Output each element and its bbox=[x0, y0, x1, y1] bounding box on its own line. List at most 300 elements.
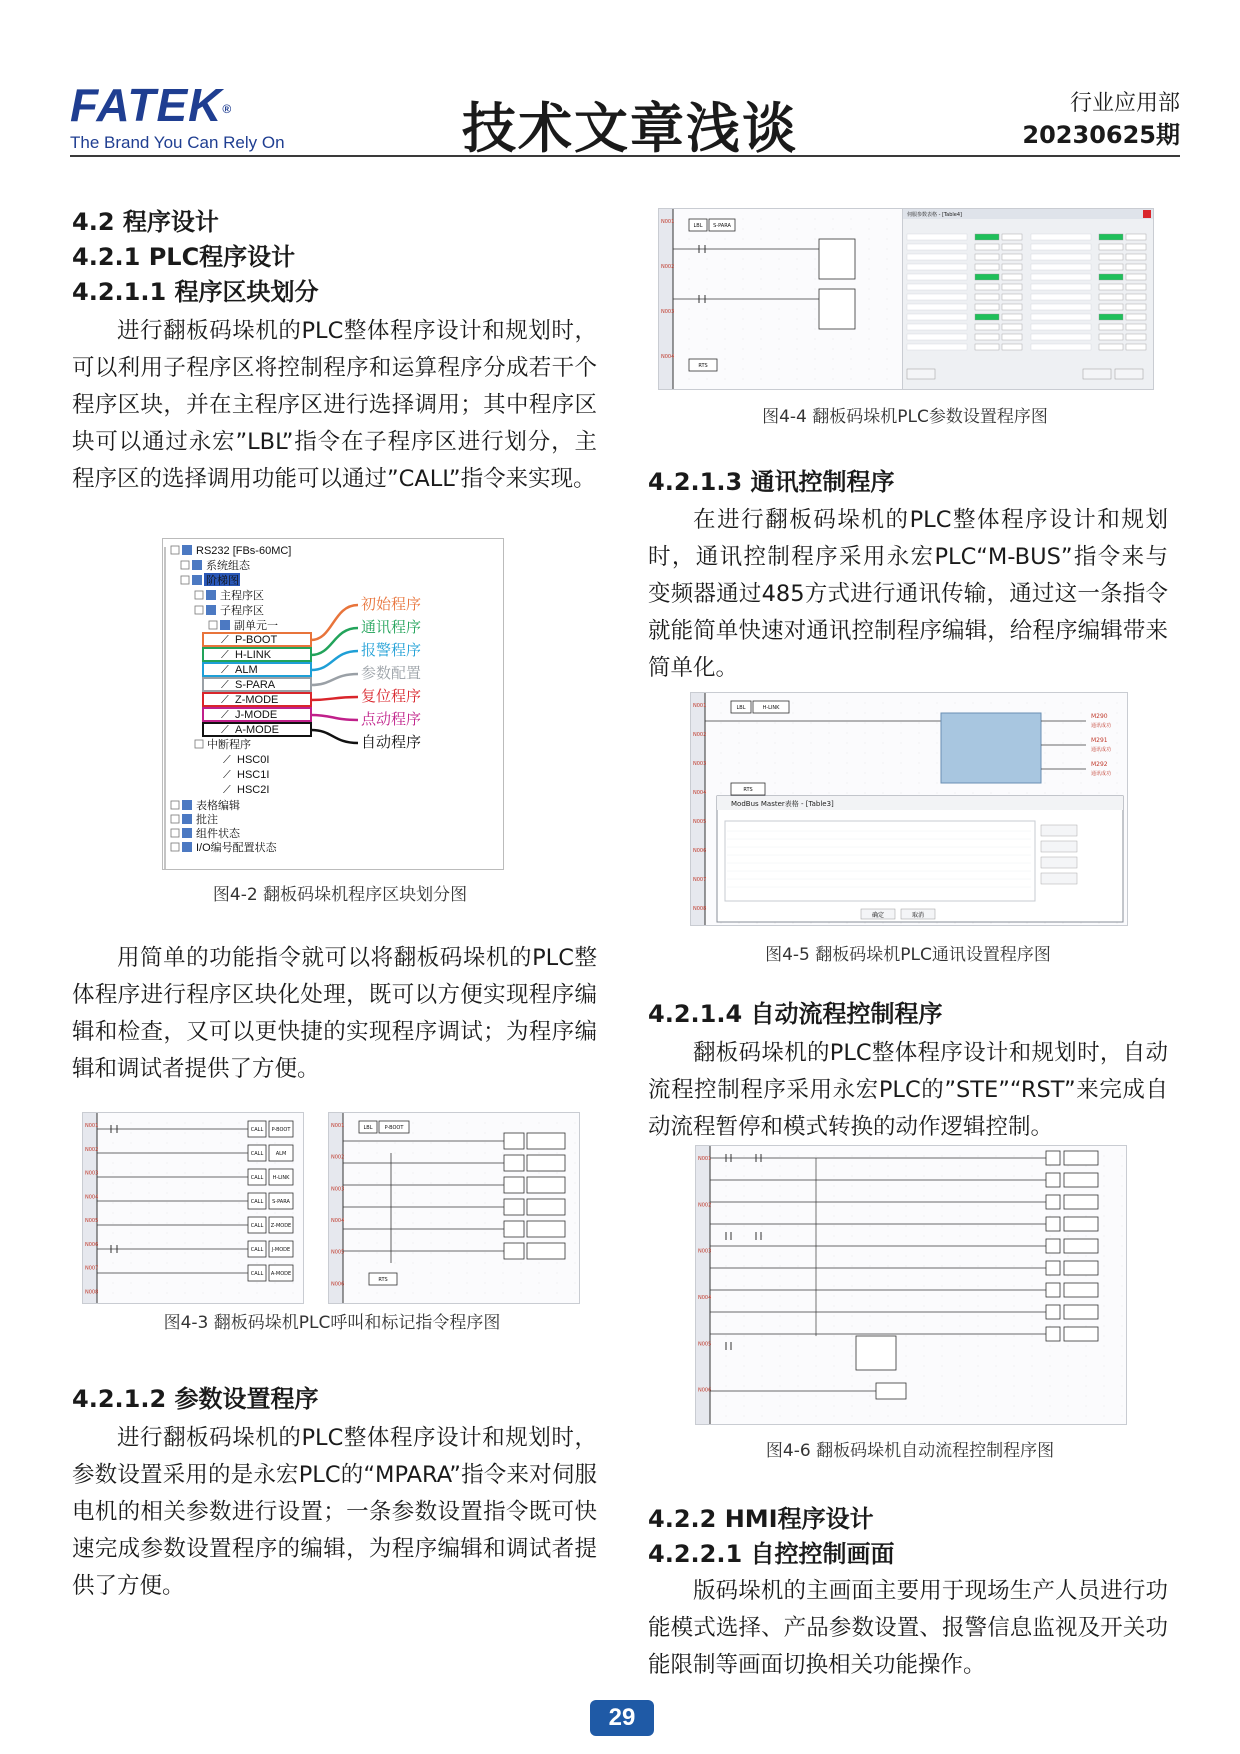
function-block-label: RTS bbox=[698, 363, 708, 369]
ladder-grid-dot bbox=[869, 269, 870, 270]
ladder-grid-dot bbox=[449, 1253, 450, 1254]
figure-4-4-param-dialog bbox=[902, 208, 1154, 390]
ladder-grid-dot bbox=[775, 763, 776, 764]
ladder-grid-dot bbox=[293, 1143, 294, 1144]
ladder-grid-dot bbox=[942, 1376, 943, 1377]
ladder-grid-dot bbox=[726, 1196, 727, 1197]
modbus-side-button bbox=[1041, 873, 1077, 884]
ladder-grid-dot bbox=[467, 1253, 468, 1254]
tree-folder-icon bbox=[192, 575, 202, 585]
ladder-grid-dot bbox=[131, 1173, 132, 1174]
ladder-grid-dot bbox=[924, 1226, 925, 1227]
ladder-grid-dot bbox=[1063, 723, 1064, 724]
ladder-grid-dot bbox=[113, 1293, 114, 1294]
ladder-grid-dot bbox=[1014, 1336, 1015, 1337]
ladder-grid-dot bbox=[960, 1306, 961, 1307]
ladder-grid-dot bbox=[1063, 743, 1064, 744]
param-unit bbox=[1126, 304, 1146, 310]
ladder-grid-dot bbox=[485, 1273, 486, 1274]
ladder-grid-dot bbox=[203, 1193, 204, 1194]
ladder-grid-dot bbox=[725, 359, 726, 360]
ladder-grid-dot bbox=[467, 1203, 468, 1204]
ladder-grid-dot bbox=[1104, 1376, 1105, 1377]
ladder-grid-dot bbox=[761, 219, 762, 220]
ladder-grid-dot bbox=[780, 1366, 781, 1367]
ladder-grid-dot bbox=[707, 349, 708, 350]
ladder-grid-dot bbox=[1104, 1246, 1105, 1247]
ladder-grid-dot bbox=[852, 1226, 853, 1227]
ladder-grid-dot bbox=[887, 259, 888, 260]
param-unit bbox=[1126, 334, 1146, 340]
ladder-grid-dot bbox=[834, 1166, 835, 1167]
param-unit bbox=[1126, 244, 1146, 250]
ladder-grid-dot bbox=[834, 1356, 835, 1357]
ladder-grid-dot bbox=[413, 1153, 414, 1154]
ladder-grid-dot bbox=[1081, 753, 1082, 754]
ladder-grid-dot bbox=[1081, 703, 1082, 704]
ladder-grid-dot bbox=[1027, 703, 1028, 704]
ladder-grid-dot bbox=[539, 1263, 540, 1264]
ladder-grid-dot bbox=[431, 1223, 432, 1224]
ladder-grid-dot bbox=[221, 1163, 222, 1164]
ladder-grid-dot bbox=[757, 763, 758, 764]
heading-4-2: 4.2 程序设计 bbox=[72, 208, 219, 236]
ladder-grid-dot bbox=[1014, 1366, 1015, 1367]
ladder-grid-dot bbox=[131, 1263, 132, 1264]
ladder-grid-dot bbox=[113, 1253, 114, 1254]
ladder-grid-dot bbox=[870, 1416, 871, 1417]
ladder-grid-dot bbox=[743, 219, 744, 220]
ladder-grid-dot bbox=[539, 1153, 540, 1154]
ladder-grid-dot bbox=[744, 1256, 745, 1257]
ladder-grid-dot bbox=[239, 1123, 240, 1124]
ladder-grid-dot bbox=[901, 753, 902, 754]
ladder-grid-dot bbox=[775, 743, 776, 744]
ladder-grid-dot bbox=[575, 1123, 576, 1124]
param-row bbox=[907, 284, 967, 290]
ladder-grid-dot bbox=[1122, 1386, 1123, 1387]
heading-4-2-2-1: 4.2.2.1 自控控制画面 bbox=[648, 1540, 895, 1568]
ladder-grid-dot bbox=[239, 1253, 240, 1254]
ladder-grid-dot bbox=[798, 1226, 799, 1227]
ladder-grid-dot bbox=[721, 733, 722, 734]
ladder-grid-dot bbox=[721, 763, 722, 764]
ladder-grid-dot bbox=[960, 1356, 961, 1357]
tree-annotation: 点动程序 bbox=[361, 710, 422, 728]
tree-label: 主程序区 bbox=[220, 590, 264, 602]
ladder-grid-dot bbox=[1104, 1176, 1105, 1177]
tree-folder-icon bbox=[182, 800, 192, 810]
ladder-grid-dot bbox=[906, 1186, 907, 1187]
param-unit bbox=[1002, 304, 1022, 310]
ladder-grid-dot bbox=[847, 753, 848, 754]
ladder-grid-dot bbox=[1050, 1346, 1051, 1347]
ladder-grid-dot bbox=[1032, 1316, 1033, 1317]
ladder-grid-dot bbox=[978, 1346, 979, 1347]
ladder-grid-dot bbox=[726, 1266, 727, 1267]
mov-operand bbox=[527, 1155, 565, 1171]
ladder-grid-dot bbox=[689, 329, 690, 330]
ladder-grid-dot bbox=[1027, 923, 1028, 924]
ladder-grid-dot bbox=[901, 923, 902, 924]
ladder-grid-dot bbox=[852, 1206, 853, 1207]
ladder-grid-dot bbox=[978, 1386, 979, 1387]
ladder-grid-dot bbox=[1122, 1196, 1123, 1197]
ladder-grid-dot bbox=[887, 279, 888, 280]
ladder-grid-dot bbox=[834, 1276, 835, 1277]
ladder-grid-dot bbox=[275, 1163, 276, 1164]
param-value bbox=[975, 304, 999, 310]
ladder-grid-dot bbox=[960, 1256, 961, 1257]
ladder-grid-dot bbox=[221, 1243, 222, 1244]
tree-label: 表格编辑 bbox=[196, 800, 240, 812]
param-value bbox=[975, 274, 999, 280]
tree-label: 组件状态 bbox=[196, 828, 240, 840]
ladder-grid-dot bbox=[1068, 1276, 1069, 1277]
tree-item-s-para: S-PARA bbox=[235, 679, 276, 691]
ladder-grid-dot bbox=[467, 1263, 468, 1264]
ladder-grid-dot bbox=[779, 379, 780, 380]
ladder-grid-dot bbox=[113, 1213, 114, 1214]
ladder-grid-dot bbox=[834, 1396, 835, 1397]
ladder-grid-dot bbox=[1068, 1256, 1069, 1257]
mov-block bbox=[504, 1177, 524, 1193]
function-block-label: RTS bbox=[378, 1277, 388, 1283]
ladder-grid-dot bbox=[377, 1203, 378, 1204]
ladder-grid-dot bbox=[239, 1293, 240, 1294]
ladder-grid-dot bbox=[906, 1376, 907, 1377]
ladder-grid-dot bbox=[762, 1256, 763, 1257]
ladder-grid-dot bbox=[1032, 1236, 1033, 1237]
ladder-grid-dot bbox=[1122, 1206, 1123, 1207]
ladder-grid-dot bbox=[865, 753, 866, 754]
ladder-grid-dot bbox=[869, 219, 870, 220]
ladder-grid-dot bbox=[1032, 1216, 1033, 1217]
ladder-grid-dot bbox=[744, 1396, 745, 1397]
ladder-grid-dot bbox=[883, 723, 884, 724]
ladder-grid-dot bbox=[829, 783, 830, 784]
ladder-grid-dot bbox=[870, 1206, 871, 1207]
ladder-grid-dot bbox=[744, 1346, 745, 1347]
ladder-grid-dot bbox=[431, 1123, 432, 1124]
ladder-grid-dot bbox=[467, 1293, 468, 1294]
ladder-grid-dot bbox=[870, 1266, 871, 1267]
ladder-grid-dot bbox=[834, 1236, 835, 1237]
ladder-grid-dot bbox=[1104, 1216, 1105, 1217]
param-value bbox=[1099, 234, 1123, 240]
ladder-grid-dot bbox=[870, 1186, 871, 1187]
ladder-grid-dot bbox=[815, 229, 816, 230]
ladder-grid-dot bbox=[203, 1173, 204, 1174]
ladder-grid-dot bbox=[779, 329, 780, 330]
ladder-grid-dot bbox=[851, 359, 852, 360]
ladder-grid-dot bbox=[919, 713, 920, 714]
ladder-grid-dot bbox=[707, 239, 708, 240]
ladder-grid-dot bbox=[833, 379, 834, 380]
ladder-grid-dot bbox=[960, 1336, 961, 1337]
paragraph-hmi-main: 版码垛机的主画面主要用于现场生产人员进行功能模式选择、产品参数设置、报警信息监视及开关功能限制等画面切换相关功能操作。 bbox=[648, 1578, 1168, 1678]
ladder-grid-dot bbox=[779, 359, 780, 360]
tree-item-icon: ⟋ bbox=[221, 679, 229, 691]
ladder-grid-dot bbox=[744, 1356, 745, 1357]
ladder-grid-dot bbox=[816, 1396, 817, 1397]
ladder-grid-dot bbox=[833, 359, 834, 360]
ladder-grid-dot bbox=[221, 1183, 222, 1184]
tree-item-icon: ⟋ bbox=[221, 724, 229, 736]
ladder-grid-dot bbox=[1032, 1326, 1033, 1327]
ladder-grid-dot bbox=[780, 1276, 781, 1277]
ladder-grid-dot bbox=[744, 1416, 745, 1417]
ladder-grid-dot bbox=[239, 1173, 240, 1174]
ladder-grid-dot bbox=[996, 1326, 997, 1327]
ladder-grid-dot bbox=[113, 1133, 114, 1134]
ladder-grid-dot bbox=[834, 1196, 835, 1197]
ladder-grid-dot bbox=[1122, 1226, 1123, 1227]
param-unit bbox=[1002, 244, 1022, 250]
ladder-grid-dot bbox=[707, 269, 708, 270]
ladder-grid-dot bbox=[1117, 753, 1118, 754]
ladder-grid-dot bbox=[739, 763, 740, 764]
function-block-label: LBL bbox=[363, 1125, 373, 1131]
ladder-grid-dot bbox=[131, 1163, 132, 1164]
ladder-grid-dot bbox=[149, 1213, 150, 1214]
param-value bbox=[1099, 314, 1123, 320]
ladder-grid-dot bbox=[707, 379, 708, 380]
ladder-grid-dot bbox=[978, 1206, 979, 1207]
ladder-row-number: N003 bbox=[331, 1186, 345, 1193]
ladder-grid-dot bbox=[431, 1143, 432, 1144]
param-row bbox=[1031, 254, 1091, 260]
ladder-grid-dot bbox=[1068, 1366, 1069, 1367]
ladder-grid-dot bbox=[847, 773, 848, 774]
ladder-grid-dot bbox=[996, 1306, 997, 1307]
ladder-grid-dot bbox=[942, 1166, 943, 1167]
ladder-grid-dot bbox=[721, 713, 722, 714]
ladder-grid-dot bbox=[888, 1406, 889, 1407]
ladder-grid-dot bbox=[721, 743, 722, 744]
ladder-grid-dot bbox=[779, 269, 780, 270]
ladder-grid-dot bbox=[185, 1123, 186, 1124]
param-value bbox=[1099, 254, 1123, 260]
ladder-grid-dot bbox=[762, 1366, 763, 1367]
ladder-grid-dot bbox=[167, 1133, 168, 1134]
ladder-grid-dot bbox=[906, 1416, 907, 1417]
ladder-grid-dot bbox=[978, 1376, 979, 1377]
ladder-grid-dot bbox=[167, 1123, 168, 1124]
ladder-grid-dot bbox=[960, 1406, 961, 1407]
param-value bbox=[1099, 244, 1123, 250]
ladder-grid-dot bbox=[869, 259, 870, 260]
ladder-grid-dot bbox=[865, 783, 866, 784]
ladder-grid-dot bbox=[721, 753, 722, 754]
param-value bbox=[1099, 264, 1123, 270]
ladder-grid-dot bbox=[869, 239, 870, 240]
ladder-grid-dot bbox=[991, 923, 992, 924]
ladder-grid-dot bbox=[996, 1236, 997, 1237]
ladder-grid-dot bbox=[942, 1176, 943, 1177]
ladder-grid-dot bbox=[869, 359, 870, 360]
ladder-grid-dot bbox=[467, 1213, 468, 1214]
ladder-grid-dot bbox=[780, 1186, 781, 1187]
ladder-grid-dot bbox=[557, 1293, 558, 1294]
ladder-grid-dot bbox=[726, 1406, 727, 1407]
ladder-grid-dot bbox=[1099, 733, 1100, 734]
ladder-grid-dot bbox=[901, 703, 902, 704]
ladder-grid-dot bbox=[834, 1156, 835, 1157]
ladder-grid-dot bbox=[503, 1293, 504, 1294]
ladder-grid-dot bbox=[1086, 1406, 1087, 1407]
ladder-grid-dot bbox=[793, 923, 794, 924]
ladder-grid-dot bbox=[557, 1273, 558, 1274]
ladder-grid-dot bbox=[377, 1153, 378, 1154]
ladder-grid-dot bbox=[221, 1173, 222, 1174]
ladder-grid-dot bbox=[167, 1203, 168, 1204]
ladder-grid-dot bbox=[1032, 1356, 1033, 1357]
ladder-grid-dot bbox=[1032, 1296, 1033, 1297]
figure-4-6-caption: 图4-6 翻板码垛机自动流程控制程序图 bbox=[765, 1441, 1055, 1461]
ladder-grid-dot bbox=[1104, 1336, 1105, 1337]
ladder-grid-dot bbox=[761, 379, 762, 380]
ladder-grid-dot bbox=[816, 1366, 817, 1367]
ladder-grid-dot bbox=[996, 1276, 997, 1277]
ladder-grid-dot bbox=[1014, 1286, 1015, 1287]
ladder-grid-dot bbox=[575, 1243, 576, 1244]
ladder-grid-dot bbox=[467, 1223, 468, 1224]
ladder-grid-dot bbox=[942, 1206, 943, 1207]
issue-number: 20230625期 bbox=[1022, 121, 1180, 149]
ladder-grid-dot bbox=[503, 1243, 504, 1244]
ladder-grid-dot bbox=[377, 1243, 378, 1244]
ladder-grid-dot bbox=[521, 1123, 522, 1124]
ladder-grid-dot bbox=[521, 1153, 522, 1154]
ladder-grid-dot bbox=[1104, 1366, 1105, 1367]
ladder-grid-dot bbox=[1050, 1326, 1051, 1327]
ladder-grid-dot bbox=[815, 319, 816, 320]
ladder-grid-dot bbox=[221, 1253, 222, 1254]
ladder-grid-dot bbox=[221, 1133, 222, 1134]
ladder-grid-dot bbox=[485, 1133, 486, 1134]
param-row bbox=[1031, 324, 1091, 330]
ladder-grid-dot bbox=[167, 1283, 168, 1284]
param-unit bbox=[1002, 274, 1022, 280]
ladder-grid-dot bbox=[725, 259, 726, 260]
ladder-grid-dot bbox=[887, 269, 888, 270]
ladder-grid-dot bbox=[743, 269, 744, 270]
paragraph-block-division: 进行翻板码垛机的PLC整体程序设计和规划时，可以利用子程序区将控制程序和运算程序分成若干个程序区块，并在主程序区进行选择调用；其中程序区块可以通过永宏”LBL”指令在子程序区进行划分，主程序区的选择调用功能可以通过”CALL”指令来实现。 bbox=[72, 318, 597, 492]
ladder-grid-dot bbox=[865, 793, 866, 794]
ladder-grid-dot bbox=[924, 1356, 925, 1357]
param-value bbox=[975, 294, 999, 300]
function-block-label: CALL bbox=[250, 1223, 264, 1229]
ladder-grid-dot bbox=[1032, 1226, 1033, 1227]
ste-block bbox=[1046, 1327, 1060, 1341]
ladder-grid-dot bbox=[1104, 1386, 1105, 1387]
ladder-grid-dot bbox=[942, 1416, 943, 1417]
ladder-grid-dot bbox=[793, 763, 794, 764]
paragraph-block-benefits: 用简单的功能指令就可以将翻板码垛机的PLC整体程序进行程序区块化处理，既可以方便实现程序编辑和检查，又可以更快捷的实现程序调试；为程序编辑和调试者提供了方便。 bbox=[72, 945, 597, 1082]
ladder-grid-dot bbox=[847, 703, 848, 704]
ladder-grid-dot bbox=[978, 1256, 979, 1257]
ladder-grid-dot bbox=[1032, 1256, 1033, 1257]
ladder-grid-dot bbox=[852, 1166, 853, 1167]
function-block-label: CALL bbox=[250, 1199, 264, 1205]
ladder-grid-dot bbox=[167, 1263, 168, 1264]
ladder-grid-dot bbox=[1068, 1396, 1069, 1397]
ladder-grid-dot bbox=[557, 1173, 558, 1174]
ladder-grid-dot bbox=[978, 1336, 979, 1337]
ladder-grid-dot bbox=[575, 1233, 576, 1234]
ladder-grid-dot bbox=[521, 1173, 522, 1174]
ladder-grid-dot bbox=[449, 1233, 450, 1234]
ladder-grid-dot bbox=[834, 1416, 835, 1417]
ladder-grid-dot bbox=[1086, 1366, 1087, 1367]
ladder-grid-dot bbox=[815, 219, 816, 220]
ladder-grid-dot bbox=[1014, 1206, 1015, 1207]
ladder-grid-dot bbox=[869, 339, 870, 340]
ladder-grid-dot bbox=[906, 1196, 907, 1197]
ladder-grid-dot bbox=[996, 1186, 997, 1187]
tree-toggle-icon bbox=[195, 606, 203, 614]
ladder-grid-dot bbox=[707, 329, 708, 330]
ladder-grid-dot bbox=[798, 1206, 799, 1207]
ladder-grid-dot bbox=[449, 1193, 450, 1194]
ladder-grid-dot bbox=[431, 1173, 432, 1174]
ladder-grid-dot bbox=[467, 1133, 468, 1134]
ladder-grid-dot bbox=[689, 259, 690, 260]
ladder-grid-dot bbox=[919, 773, 920, 774]
ladder-grid-dot bbox=[887, 239, 888, 240]
ladder-grid-dot bbox=[996, 1336, 997, 1337]
ladder-grid-dot bbox=[743, 379, 744, 380]
ladder-row-number: N005 bbox=[698, 1341, 712, 1348]
function-block-label: S-PARA bbox=[713, 223, 731, 229]
ladder-grid-dot bbox=[780, 1196, 781, 1197]
ladder-grid-dot bbox=[960, 1196, 961, 1197]
ladder-grid-dot bbox=[467, 1233, 468, 1234]
ladder-grid-dot bbox=[113, 1283, 114, 1284]
ladder-grid-dot bbox=[1050, 1166, 1051, 1167]
ladder-grid-dot bbox=[780, 1316, 781, 1317]
ladder-grid-dot bbox=[847, 713, 848, 714]
ladder-grid-dot bbox=[978, 1236, 979, 1237]
ladder-grid-dot bbox=[707, 319, 708, 320]
ladder-grid-dot bbox=[413, 1203, 414, 1204]
ladder-grid-dot bbox=[798, 1346, 799, 1347]
ladder-grid-dot bbox=[779, 219, 780, 220]
ladder-grid-dot bbox=[762, 1336, 763, 1337]
ladder-grid-dot bbox=[780, 1346, 781, 1347]
ladder-grid-dot bbox=[852, 1276, 853, 1277]
ladder-grid-dot bbox=[413, 1123, 414, 1124]
ladder-grid-dot bbox=[1068, 1216, 1069, 1217]
param-value bbox=[975, 264, 999, 270]
ladder-grid-dot bbox=[1117, 733, 1118, 734]
ladder-grid-dot bbox=[203, 1263, 204, 1264]
ladder-grid-dot bbox=[1068, 1326, 1069, 1327]
ladder-grid-dot bbox=[978, 1356, 979, 1357]
ladder-grid-dot bbox=[901, 783, 902, 784]
ladder-grid-dot bbox=[503, 1223, 504, 1224]
ladder-grid-dot bbox=[816, 1346, 817, 1347]
figure-4-3-call-ladder bbox=[82, 1112, 304, 1304]
ladder-grid-dot bbox=[1086, 1276, 1087, 1277]
ladder-grid-dot bbox=[852, 1236, 853, 1237]
param-unit bbox=[1002, 234, 1022, 240]
tree-annotation: 初始程序 bbox=[361, 595, 422, 613]
ladder-grid-dot bbox=[775, 773, 776, 774]
ladder-grid-dot bbox=[780, 1286, 781, 1287]
ladder-grid-dot bbox=[797, 259, 798, 260]
